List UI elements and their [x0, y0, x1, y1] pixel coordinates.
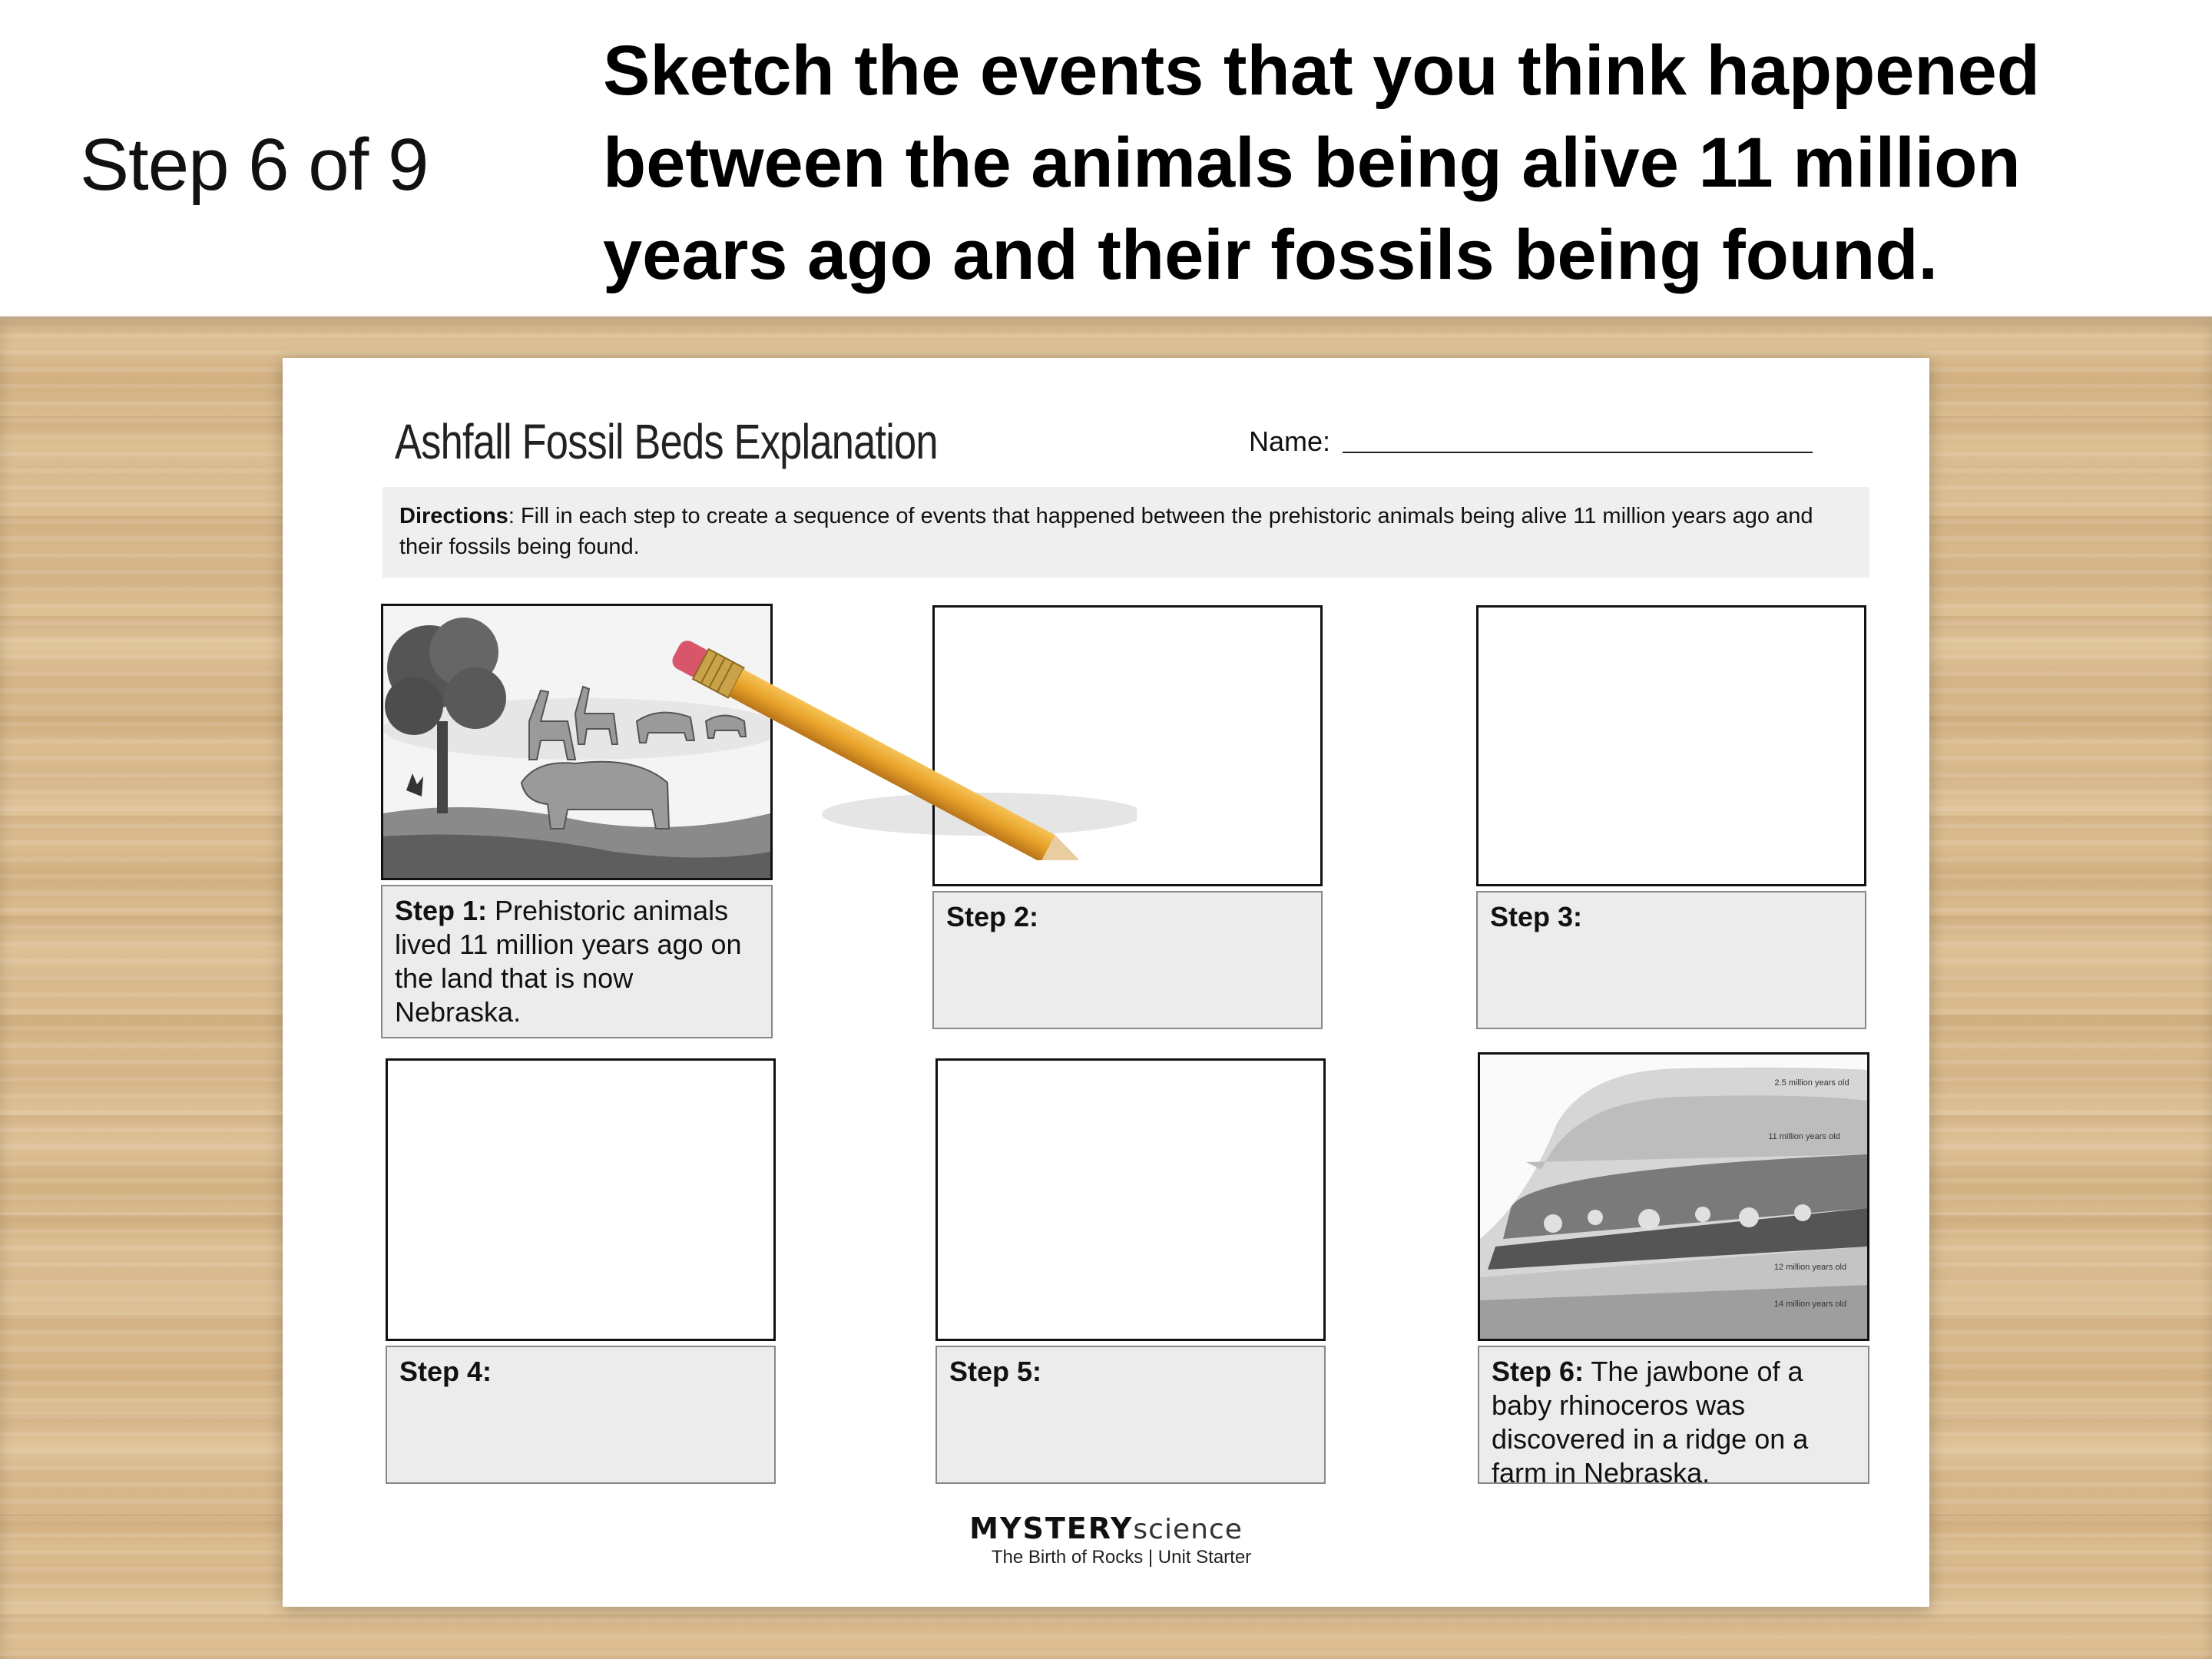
- step-1-caption: [381, 885, 773, 1038]
- worksheet-title: Ashfall Fossil Beds Explanation: [395, 414, 938, 469]
- directions-text: : Fill in each step to create a sequence of events that happened between the prehistoric animals being alive 11 million years ago and their fossils being found.: [399, 504, 1813, 559]
- step-5-label: Step 5:: [949, 1356, 1042, 1387]
- step-3-caption: [1476, 891, 1866, 1029]
- strata-label-3: 12 million years old: [1773, 1263, 1847, 1272]
- mystery-science-logo: [283, 1512, 1929, 1545]
- step-2-caption: [932, 891, 1323, 1029]
- step-3-frame[interactable]: [1476, 605, 1866, 886]
- logo-light-text: science: [1133, 1514, 1243, 1545]
- pencil-icon: [661, 614, 1137, 860]
- step-4-frame[interactable]: [386, 1058, 776, 1341]
- step-instruction: Sketch the events that you think happened between the animals being alive 11 million years ago and their fossils being found.: [603, 31, 2040, 294]
- step-6-frame: [1478, 1052, 1869, 1341]
- step-4-label: Step 4:: [399, 1356, 492, 1387]
- directions-box: [382, 487, 1869, 578]
- logo-bold-text: MYSTERY: [969, 1512, 1134, 1545]
- step-5-caption: [935, 1346, 1326, 1484]
- step-3-label: Step 3:: [1490, 901, 1583, 932]
- name-label: Name:: [1249, 426, 1331, 457]
- step-1-text: Prehistoric animals lived 11 million years ago on the land that is now Nebraska.: [395, 895, 742, 1028]
- strata-label-4: 14 million years old: [1773, 1300, 1847, 1309]
- rock-layers-illustration: [1480, 1055, 1867, 1339]
- step-2-label: Step 2:: [946, 901, 1039, 932]
- slide-header: [0, 0, 2212, 316]
- strata-label-1: 2.5 million years old: [1774, 1078, 1849, 1088]
- step-6-text: The jawbone of a baby rhinoceros was discovered in a ridge on a farm in Nebraska.: [1492, 1356, 1809, 1488]
- step-5-frame[interactable]: [935, 1058, 1326, 1341]
- worksheet: [283, 358, 1929, 1607]
- step-1-label: Step 1:: [395, 895, 488, 926]
- step-counter: Step 6 of 9: [80, 124, 429, 206]
- step-6-label: Step 6:: [1492, 1356, 1584, 1387]
- step-4-caption: [386, 1346, 776, 1484]
- step-6-caption: [1478, 1346, 1869, 1488]
- unit-subtitle: The Birth of Rocks | Unit Starter: [991, 1547, 1252, 1568]
- name-line: [1343, 452, 1813, 453]
- strata-label-2: 11 million years old: [1768, 1132, 1840, 1141]
- directions-label: Directions: [399, 504, 508, 528]
